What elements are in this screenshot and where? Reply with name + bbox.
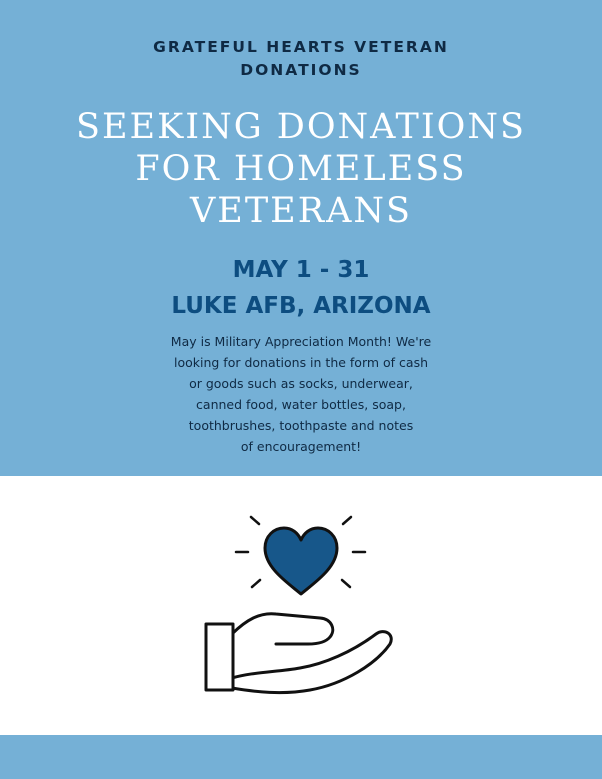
headline-line: FOR HOMELESS bbox=[135, 149, 467, 189]
description-line: canned food, water bottles, soap, bbox=[196, 397, 406, 412]
headline-line: SEEKING DONATIONS bbox=[76, 107, 526, 147]
bottom-banner bbox=[0, 735, 602, 779]
description-line: of encouragement! bbox=[240, 439, 362, 454]
organization-name-line: DONATIONS bbox=[240, 61, 362, 79]
headline-line: VETERANS bbox=[190, 191, 412, 231]
description-line: May is Military Appreciation Month! We're bbox=[170, 334, 432, 349]
event-dates: MAY 1 - 31 bbox=[232, 257, 370, 283]
open-hand-icon bbox=[206, 614, 391, 693]
heart-icon bbox=[265, 528, 337, 594]
organization-name-line: GRATEFUL HEARTS VETERAN bbox=[153, 38, 449, 56]
description-line: looking for donations in the form of cash bbox=[173, 355, 429, 370]
description-line: or goods such as socks, underwear, bbox=[189, 376, 413, 391]
description-line: toothbrushes, toothpaste and notes bbox=[188, 418, 414, 433]
event-location: LUKE AFB, ARIZONA bbox=[171, 293, 431, 319]
